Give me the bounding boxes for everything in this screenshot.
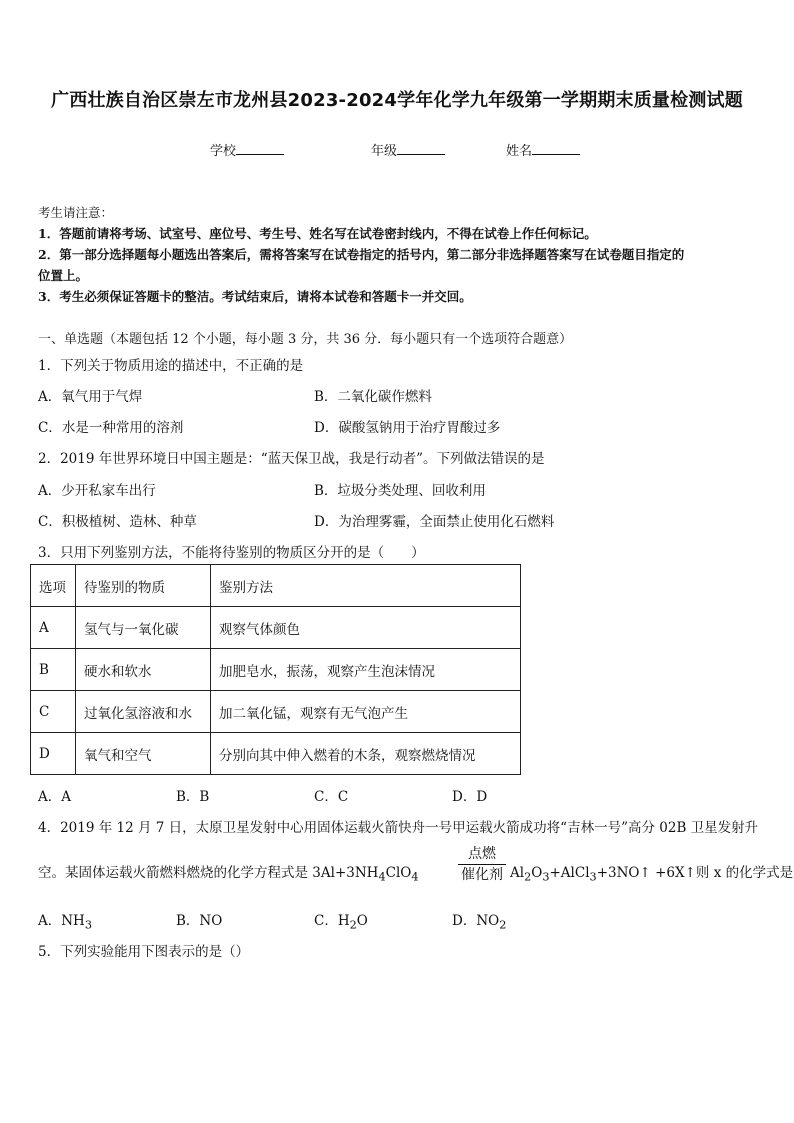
q1-option-d[interactable]: D．碳酸氢钠用于治疗胃酸过多 bbox=[314, 420, 501, 436]
question-5-stem: 5．下列实验能用下图表示的是（） bbox=[38, 944, 250, 960]
q4-option-c-text: C．H bbox=[314, 913, 350, 929]
grade-field bbox=[371, 140, 445, 159]
subscript: 3 bbox=[589, 870, 597, 884]
table-header-cell: 选项 bbox=[31, 565, 76, 607]
q3-option-a[interactable]: A．A bbox=[38, 789, 71, 805]
question-3-stem: 3．只用下列鉴别方法，不能将待鉴别的物质区分开的是（ ） bbox=[38, 545, 425, 561]
equation-clo: ClO bbox=[385, 865, 412, 881]
table-cell: C bbox=[31, 691, 76, 733]
page-title: 广西壮族自治区崇左市龙州县2023-2024学年化学九年级第一学期期末质量检测试题 bbox=[51, 90, 743, 111]
note-item-3: 3．考生必须保证答题卡的整洁。考试结束后，请将本试卷和答题卡一并交回。 bbox=[38, 289, 472, 304]
q4-option-a-text: A．NH bbox=[38, 913, 85, 929]
equation-tail: +3NO↑ +6X↑则 x 的化学式是 bbox=[596, 865, 794, 881]
table-header-row bbox=[31, 565, 521, 607]
table-cell: 硬水和软水 bbox=[76, 649, 211, 691]
subscript: 2 bbox=[349, 918, 357, 932]
q1-option-c[interactable]: C．水是一种常用的溶剂 bbox=[38, 420, 184, 436]
condition-top: 点燃 bbox=[468, 846, 496, 862]
q4-option-c[interactable] bbox=[314, 909, 368, 932]
question-1-stem: 1．下列关于物质用途的描述中，不正确的是 bbox=[38, 358, 304, 374]
note-item-1: 1．答题前请将考场、试室号、座位号、考生号、姓名写在试卷密封线内，不得在试卷上作任何标记。 bbox=[38, 226, 597, 241]
note-item-2: 2．第一部分选择题每小题选出答案后，需将答案写在试卷指定的括号内，第二部分非选择题答案写在试卷题目指定的 bbox=[38, 247, 685, 262]
section-heading: 一、单选题（本题包括 12 个小题，每小题 3 分，共 36 分．每小题只有一个选项符合题意） bbox=[38, 332, 573, 347]
table-cell: 氧气和空气 bbox=[76, 733, 211, 775]
equation-o: O bbox=[531, 865, 543, 881]
table-cell: 观察气体颜色 bbox=[211, 607, 521, 649]
table-cell: 加二氧化锰，观察有无气泡产生 bbox=[211, 691, 521, 733]
subscript: 4 bbox=[411, 870, 419, 884]
subscript: 4 bbox=[378, 870, 386, 884]
name-field bbox=[506, 140, 580, 159]
grade-label: 年级 bbox=[371, 144, 398, 159]
question-2-stem: 2．2019 年世界环境日中国主题是：“蓝天保卫战，我是行动者”。下列做法错误的是 bbox=[38, 451, 545, 467]
q1-option-b[interactable]: B．二氧化碳作燃料 bbox=[314, 389, 432, 405]
equation-alcl: +AlCl bbox=[549, 865, 590, 881]
q4-option-b[interactable]: B．NO bbox=[176, 913, 223, 929]
q1-option-a[interactable]: A．氧气用于气焊 bbox=[38, 389, 143, 405]
name-label: 姓名 bbox=[506, 144, 533, 159]
table-row bbox=[31, 607, 521, 649]
reaction-arrow-line bbox=[458, 864, 506, 865]
candidate-notes bbox=[38, 202, 763, 307]
q2-option-a[interactable]: A．少开私家车出行 bbox=[38, 483, 156, 499]
note-item-2-cont: 位置上。 bbox=[38, 268, 89, 283]
subscript: 2 bbox=[499, 918, 507, 932]
table-row bbox=[31, 691, 521, 733]
q3-table bbox=[30, 564, 521, 775]
table-header-cell: 鉴别方法 bbox=[211, 565, 521, 607]
name-blank[interactable] bbox=[532, 142, 580, 155]
equation-right bbox=[510, 861, 793, 884]
q2-option-c[interactable]: C．积极植树、造林、种草 bbox=[38, 514, 197, 530]
q4-option-c-tail: O bbox=[356, 913, 368, 929]
school-label: 学校 bbox=[210, 144, 237, 159]
q3-option-d[interactable]: D．D bbox=[452, 789, 488, 805]
table-cell: 分别向其中伸入燃着的木条，观察燃烧情况 bbox=[211, 733, 521, 775]
table-cell: B bbox=[31, 649, 76, 691]
table-cell: D bbox=[31, 733, 76, 775]
table-cell: 过氧化氢溶液和水 bbox=[76, 691, 211, 733]
equation-al: Al bbox=[510, 865, 525, 881]
q4-option-a[interactable] bbox=[38, 909, 92, 932]
q3-option-c[interactable]: C．C bbox=[314, 789, 349, 805]
reaction-condition bbox=[458, 845, 506, 884]
subscript: 3 bbox=[84, 918, 93, 932]
notes-heading: 考生请注意： bbox=[38, 205, 114, 220]
equation-prefix: 空。某固体运载火箭燃料燃烧的化学方程式是 3Al+3NH bbox=[38, 865, 379, 881]
table-header-cell: 待鉴别的物质 bbox=[76, 565, 211, 607]
question-4-equation bbox=[38, 845, 794, 895]
school-field bbox=[210, 140, 284, 159]
subscript: 3 bbox=[542, 870, 550, 884]
school-blank[interactable] bbox=[236, 142, 284, 155]
condition-bottom: 催化剂 bbox=[461, 867, 503, 883]
table-cell: A bbox=[31, 607, 76, 649]
q4-option-d-text: D．NO bbox=[452, 913, 500, 929]
table-row bbox=[31, 733, 521, 775]
table-row bbox=[31, 649, 521, 691]
grade-blank[interactable] bbox=[397, 142, 445, 155]
table-cell: 氢气与一氧化碳 bbox=[76, 607, 211, 649]
q3-option-b[interactable]: B．B bbox=[176, 789, 210, 805]
q2-option-b[interactable]: B．垃圾分类处理、回收利用 bbox=[314, 483, 486, 499]
question-4-line-1: 4．2019 年 12 月 7 日，太原卫星发射中心用固体运载火箭快舟一号甲运载火箭成功将“吉林一号”高分 02B 卫星发射升 bbox=[38, 820, 759, 836]
table-cell: 加肥皂水，振荡，观察产生泡沫情况 bbox=[211, 649, 521, 691]
q4-option-d[interactable] bbox=[452, 909, 506, 932]
subscript: 2 bbox=[524, 870, 532, 884]
equation-left bbox=[38, 861, 419, 884]
q2-option-d[interactable]: D．为治理雾霾，全面禁止使用化石燃料 bbox=[314, 514, 555, 530]
